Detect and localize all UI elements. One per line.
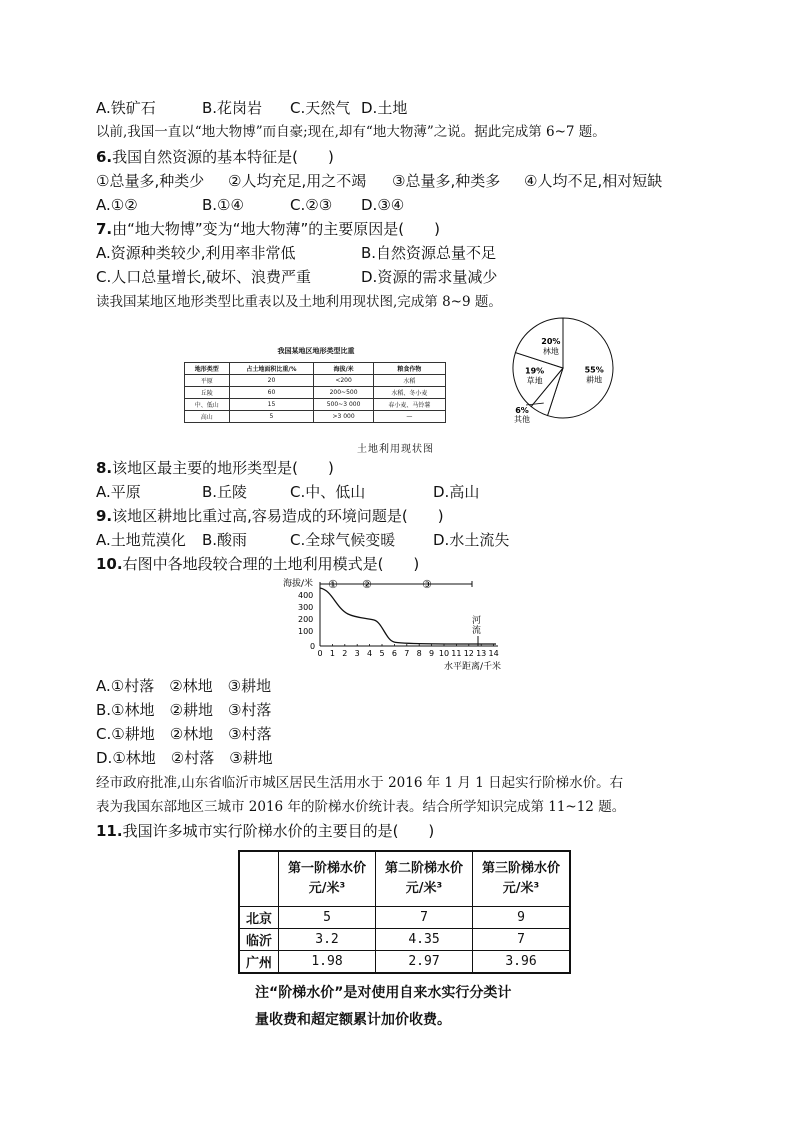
tier2-unit: 元/米³: [405, 881, 443, 896]
terrain-cell: 60: [229, 387, 314, 399]
tier3-label: 第三阶梯水价: [481, 861, 560, 876]
price-cell: 9: [473, 907, 571, 929]
profile-ylabel: 海拔/米: [283, 579, 314, 589]
profile-y-tick: 100: [298, 627, 314, 636]
q6-option-a: A.①②: [96, 196, 138, 214]
q7-stem-text: 由“地大物博”变为“地大物薄”的主要原因是( ): [112, 220, 440, 238]
q6-option-d: D.③④: [361, 196, 405, 214]
terrain-header-cell: 占土地面积比重/%: [229, 363, 314, 375]
pie-label-草地: 19%: [525, 366, 545, 376]
pie-label-耕地: 55%: [584, 365, 604, 375]
q7-option-b: B.自然资源总量不足: [361, 244, 497, 262]
city-cell: 临沂: [239, 929, 279, 951]
q6-statement-4: ④人均不足,相对短缺: [524, 172, 663, 190]
price-cell: 1.98: [279, 951, 376, 974]
q6-number: 6.: [96, 148, 113, 166]
water-table-row: [239, 929, 570, 951]
terrain-cell: 平原: [185, 375, 230, 387]
q6-statement-1: ①总量多,种类少: [96, 172, 205, 190]
pie-label-其他: 6%: [515, 406, 529, 415]
profile-x-tick-label: 7: [404, 649, 410, 658]
terrain-cell: 500~3 000: [314, 399, 373, 411]
intro-8-9: 读我国某地区地形类型比重表以及土地利用现状图,完成第 8~9 题。: [96, 294, 502, 310]
q5-option-d: D.土地: [361, 99, 408, 117]
land-use-caption: 土地利用现状图: [357, 444, 434, 455]
pie-label-林地: 20%: [541, 336, 561, 346]
terrain-cell: 20: [229, 375, 314, 387]
terrain-cell: —: [373, 411, 445, 423]
profile-x-tick-label: 14: [488, 649, 499, 658]
water-header-tier3: [473, 851, 571, 907]
profile-x-tick-label: 10: [438, 649, 450, 658]
terrain-cell: >3 000: [314, 411, 373, 423]
city-cell: 广州: [239, 951, 279, 974]
terrain-cell: 15: [229, 399, 314, 411]
q6-stem: [96, 147, 334, 167]
price-cell: 5: [279, 907, 376, 929]
q10-number: 10.: [96, 555, 123, 573]
q10-option-b: B.①林地 ②耕地 ③村落: [96, 701, 272, 719]
water-table-row: [239, 951, 570, 974]
terrain-cell: 中、低山: [185, 399, 230, 411]
q8-option-a: A.平原: [96, 483, 141, 501]
q6-option-c: C.②③: [290, 196, 333, 214]
q9-number: 9.: [96, 507, 113, 525]
price-cell: 7: [473, 929, 571, 951]
price-cell: 3.96: [473, 951, 571, 974]
water-header-tier1: [279, 851, 376, 907]
profile-x-tick-label: 11: [451, 649, 462, 658]
price-cell: 7: [376, 907, 473, 929]
q7-option-d: D.资源的需求量减少: [361, 268, 498, 286]
terrain-table-row: [185, 399, 446, 411]
profile-x-tick-label: 8: [416, 649, 422, 658]
pie-category-耕地: 耕地: [586, 375, 603, 385]
q8-option-c: C.中、低山: [290, 483, 366, 501]
terrain-cell: 5: [229, 411, 314, 423]
profile-xlabel: 水平距离/千米: [444, 662, 502, 672]
pie-category-其他: 其他: [514, 415, 530, 423]
profile-x-tick-label: 13: [476, 649, 487, 658]
terrain-table: [184, 362, 446, 423]
water-header-tier2: [376, 851, 473, 907]
q9-option-d: D.水土流失: [433, 531, 510, 549]
terrain-cell: 水稻: [373, 375, 445, 387]
terrain-cell: <200: [314, 375, 373, 387]
profile-x-tick-label: 6: [391, 649, 397, 658]
water-price-table: [238, 850, 571, 974]
q10-option-c: C.①耕地 ②林地 ③村落: [96, 725, 272, 743]
terrain-profile-chart: [282, 574, 512, 672]
tier3-unit: 元/米³: [502, 881, 540, 896]
q10-stem: [96, 554, 419, 574]
q9-option-a: A.土地荒漠化: [96, 531, 186, 549]
profile-x-tick-label: 12: [463, 649, 474, 658]
terrain-table-row: [185, 375, 446, 387]
profile-x-tick-label: 9: [429, 649, 435, 658]
terrain-table-row: [185, 411, 446, 423]
river-label-bottom: 流: [472, 626, 482, 636]
price-cell: 4.35: [376, 929, 473, 951]
intro-11-12-line1: 经市政府批准,山东省临沂市城区居民生活用水于 2016 年 1 月 1 日起实行阶梯水价。右: [96, 775, 624, 791]
q7-option-c: C.人口总量增长,破坏、浪费严重: [96, 268, 312, 286]
water-note-line2: 量收费和超定额累计加价收费。: [255, 1012, 451, 1028]
q10-stem-text: 右图中各地段较合理的土地利用模式是( ): [122, 555, 420, 573]
profile-x-tick-label: 0: [317, 649, 323, 658]
terrain-profile-curve: [320, 588, 496, 644]
q11-number: 11.: [96, 822, 123, 840]
terrain-cell: 丘陵: [185, 387, 230, 399]
intro-11-12-line2: 表为我国东部地区三城市 2016 年的阶梯水价统计表。结合所学知识完成第 11~12 题。: [96, 799, 626, 815]
profile-segment-1: ①: [328, 578, 338, 591]
water-note-line1: 注“阶梯水价”是对使用自来水实行分类计: [255, 985, 512, 1001]
profile-x-tick-label: 4: [367, 649, 373, 658]
profile-y-tick: 0: [310, 642, 316, 651]
profile-x-tick-label: 3: [354, 649, 360, 658]
q7-stem: [96, 219, 440, 239]
q6-stem-text: 我国自然资源的基本特征是( ): [112, 148, 334, 166]
price-cell: 2.97: [376, 951, 473, 974]
profile-x-tick-label: 1: [329, 649, 335, 658]
pie-category-草地: 草地: [526, 376, 543, 386]
water-table-header: [239, 851, 570, 907]
terrain-header-cell: 海拔/米: [314, 363, 373, 375]
q8-option-b: B.丘陵: [202, 483, 248, 501]
q5-option-a: A.铁矿石: [96, 99, 156, 117]
terrain-cell: 200~500: [314, 387, 373, 399]
q8-number: 8.: [96, 459, 113, 477]
profile-y-tick: 200: [298, 615, 314, 624]
terrain-header-cell: 地形类型: [185, 363, 230, 375]
profile-y-tick: 300: [298, 603, 314, 612]
water-header-blank: [239, 851, 279, 907]
q8-option-d: D.高山: [433, 483, 480, 501]
q7-option-a: A.资源种类较少,利用率非常低: [96, 244, 296, 262]
profile-segment-2: ②: [362, 578, 372, 591]
river-label-top: 河: [472, 616, 482, 626]
pie-category-林地: 林地: [542, 346, 559, 356]
q8-stem: [96, 458, 334, 478]
water-table-row: [239, 907, 570, 929]
terrain-table-header: [185, 363, 446, 375]
profile-x-tick-label: 2: [342, 649, 348, 658]
terrain-cell: 春小麦、马铃薯: [373, 399, 445, 411]
profile-x-tick-label: 5: [379, 649, 385, 658]
terrain-cell: 水稻、冬小麦: [373, 387, 445, 399]
q9-stem-text: 该地区耕地比重过高,容易造成的环境问题是( ): [112, 507, 444, 525]
profile-y-tick: 400: [298, 591, 314, 600]
q10-option-a: A.①村落 ②林地 ③耕地: [96, 677, 272, 695]
intro-6-7: 以前,我国一直以“地大物博”而自豪;现在,却有“地大物薄”之说。据此完成第 6~7 题。: [96, 124, 606, 140]
tier1-label: 第一阶梯水价: [287, 861, 366, 876]
q6-statement-3: ③总量多,种类多: [392, 172, 501, 190]
profile-segment-3: ③: [422, 578, 432, 591]
q9-option-c: C.全球气候变暖: [290, 531, 396, 549]
q6-statement-2: ②人均充足,用之不竭: [228, 172, 367, 190]
price-cell: 3.2: [279, 929, 376, 951]
q9-stem: [96, 506, 444, 526]
terrain-cell: 高山: [185, 411, 230, 423]
terrain-header-cell: 粮食作物: [373, 363, 445, 375]
q7-number: 7.: [96, 220, 113, 238]
q11-stem-text: 我国许多城市实行阶梯水价的主要目的是( ): [122, 822, 435, 840]
q5-option-c: C.天然气: [290, 99, 351, 117]
terrain-table-row: [185, 387, 446, 399]
q5-option-b: B.花岗岩: [202, 99, 263, 117]
tier2-label: 第二阶梯水价: [384, 861, 463, 876]
land-use-pie-chart: [508, 313, 618, 423]
tier1-unit: 元/米³: [308, 881, 346, 896]
terrain-table-title: 我国某地区地形类型比重: [277, 347, 355, 355]
q8-stem-text: 该地区最主要的地形类型是( ): [112, 459, 334, 477]
q11-stem: [96, 821, 434, 841]
city-cell: 北京: [239, 907, 279, 929]
q6-option-b: B.①④: [202, 196, 244, 214]
q9-option-b: B.酸雨: [202, 531, 248, 549]
q10-option-d: D.①林地 ②村落 ③耕地: [96, 749, 273, 767]
